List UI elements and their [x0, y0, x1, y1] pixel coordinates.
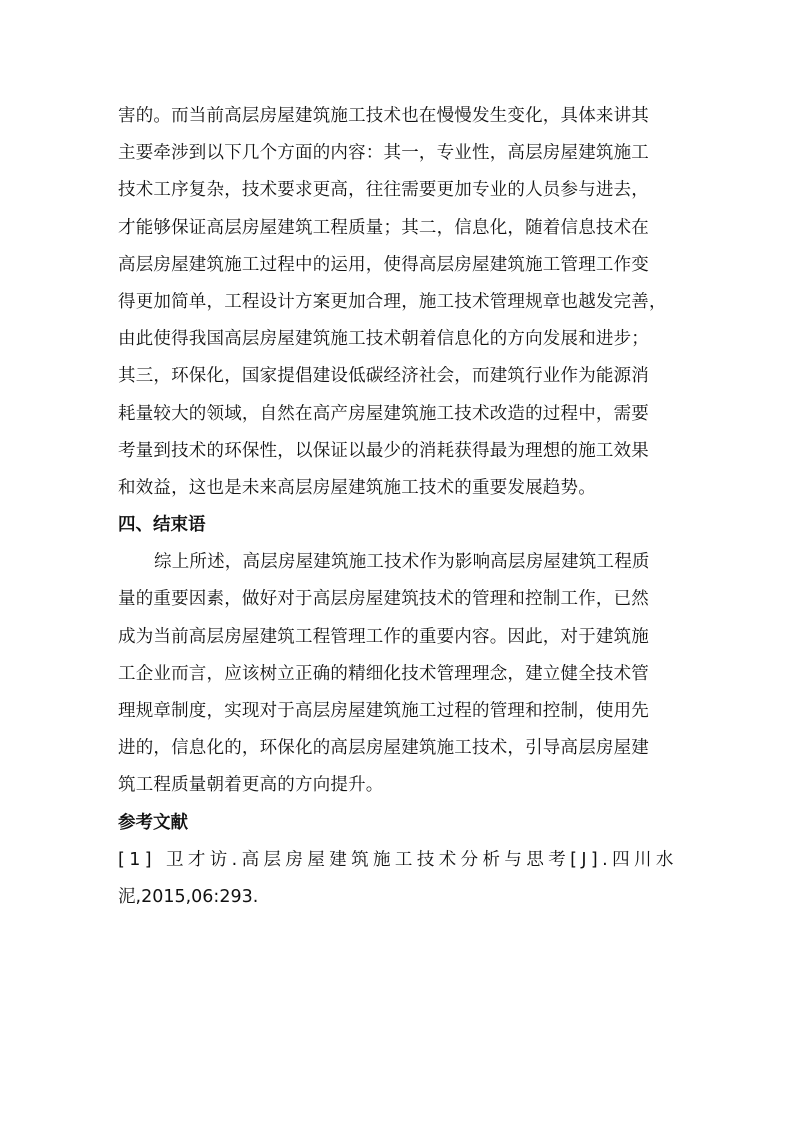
text-line: 害的。而当前高层房屋建筑施工技术也在慢慢发生变化，具体来讲其 — [118, 106, 649, 126]
text-line: 主要牵涉到以下几个方面的内容：其一，专业性，高层房屋建筑施工 — [118, 143, 649, 164]
text-line: 综上所述，高层房屋建筑施工技术作为影响高层房屋建筑工程质 — [154, 552, 650, 573]
text-line: 其三，环保化，国家提倡建设低碳经济社会，而建筑行业作为能源消 — [118, 366, 649, 387]
text-line: 技术工序复杂，技术要求更高，往往需要更加专业的人员参与进去， — [118, 180, 649, 201]
text-line: 高层房屋建筑施工过程中的运用，使得高层房屋建筑施工管理工作变 — [118, 254, 649, 275]
text-line: 耗量较大的领域，自然在高产房屋建筑施工技术改造的过程中，需要 — [118, 403, 649, 424]
reference-line: [1] 卫才访.高层房屋建筑施工技术分析与思考[J].四川水 — [118, 849, 678, 870]
text-line: 考量到技术的环保性，以保证以最少的消耗获得最为理想的施工效果 — [118, 440, 649, 461]
text-line: 由此使得我国高层房屋建筑施工技术朝着信息化的方向发展和进步； — [118, 329, 649, 350]
text-line: 和效益，这也是未来高层房屋建筑施工技术的重要发展趋势。 — [118, 477, 596, 498]
paragraph-conclusion — [118, 544, 678, 804]
section-heading-conclusion: 四、结束语 — [118, 515, 206, 536]
text-line: 进的，信息化的，环保化的高层房屋建筑施工技术，引导高层房屋建 — [118, 738, 649, 759]
text-line: 量的重要因素，做好对于高层房屋建筑技术的管理和控制工作，已然 — [118, 589, 649, 610]
reference-line: 泥,2015,06:293. — [118, 886, 259, 907]
text-line: 筑工程质量朝着更高的方向提升。 — [118, 775, 384, 796]
text-line: 成为当前高层房屋建筑工程管理工作的重要内容。因此，对于建筑施 — [118, 626, 649, 647]
text-line: 工企业而言，应该树立正确的精细化技术管理理念，建立健全技术管 — [118, 663, 649, 684]
reference-item — [118, 842, 678, 916]
paragraph-trends — [118, 98, 678, 507]
document-body — [118, 98, 678, 916]
text-line: 才能够保证高层房屋建筑工程质量；其二，信息化，随着信息技术在 — [118, 217, 649, 238]
text-line: 得更加简单，工程设计方案更加合理，施工技术管理规章也越发完善， — [118, 291, 667, 312]
text-line: 理规章制度，实现对于高层房屋建筑施工过程的管理和控制，使用先 — [118, 701, 649, 721]
section-heading-references: 参考文献 — [118, 812, 188, 833]
